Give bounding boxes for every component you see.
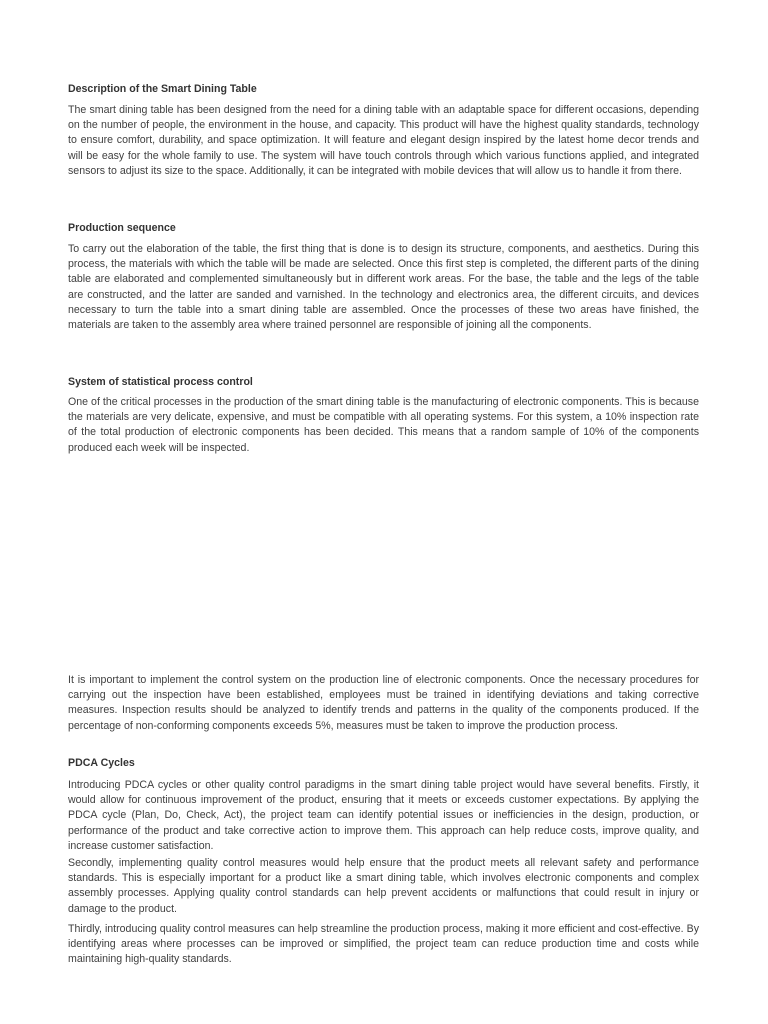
paragraph-description: The smart dining table has been designed from the need for a dining table with an adaptable space for different occasions, depending on the number of people, the environment in the house, and capacity. This product will have the highest quality standards, technology to ensure comfort, durability, and space optimization. It will feature and elegant design inspired by the latest home decor trends and will be easy for the whole family to use. The system will have touch controls through which various functions applied, and integrated sensors to adjust its size to the space. Additionally, it can be integrated with mobile devices that will allow us to handle it from there. xyxy=(68,104,699,177)
paragraph-pdca-3: Thirdly, introducing quality control measures can help streamline the production process, making it more efficient and cost-effective. By identifying areas where processes can be improved or simplified, the project team can reduce production time and costs while maintaining high-quality standards. xyxy=(68,923,699,966)
paragraph-production-sequence: To carry out the elaboration of the table, the first thing that is done is to design its structure, components, and aesthetics. During this process, the materials with which the table will be made are selected. Once this first step is completed, the different parts of the dining table are elaborated and complemented simultaneously but in different work areas. For the base, the table and the legs of the table are constructed, and the latter are sanded and varnished. In the technology and electronics area, the different circuits, and devices necessary to turn the table into a smart dining table are assembled. Once the processes of these two areas have finished, the materials are taken to the assembly area where trained personnel are responsible of joining all the components. xyxy=(68,243,699,332)
paragraph-statistical-control-1: One of the critical processes in the production of the smart dining table is the manufacturing of electronic components. This is because the materials are very delicate, expensive, and must be compatible with all operating systems. For this system, a 10% inspection rate of the total production of electronic components has been decided. This means that a random sample of 10% of the components produced each week will be inspected. xyxy=(68,396,699,454)
paragraph-statistical-control-2: It is important to implement the control system on the production line of electronic components. Once the necessary procedures for carrying out the inspection have been established, employees must be trained in identifying deviations and taking corrective measures. Inspection results should be analyzed to identify trends and patterns in the quality of the components produced. If the percentage of non-conforming components exceeds 5%, measures must be taken to improve the production process. xyxy=(68,674,699,732)
section-heading-pdca: PDCA Cycles xyxy=(68,757,135,769)
section-heading-production-sequence: Production sequence xyxy=(68,222,176,234)
section-heading-description: Description of the Smart Dining Table xyxy=(68,83,257,95)
paragraph-pdca-2: Secondly, implementing quality control measures would help ensure that the product meets all relevant safety and performance standards. This is especially important for a product like a smart dining table, which involves electronic components and complex assembly processes. Applying quality control standards can help prevent accidents or malfunctions that could result in injury or damage to the product. xyxy=(68,857,699,915)
section-heading-statistical-control: System of statistical process control xyxy=(68,376,253,388)
paragraph-pdca-1: Introducing PDCA cycles or other quality control paradigms in the smart dining table project would have several benefits. Firstly, it would allow for continuous improvement of the product, ensuring that it meets or exceeds customer expectations. By applying the PDCA cycle (Plan, Do, Check, Act), the project team can identify potential issues or inefficiencies in the design, production, or performance of the product and take corrective action to improve them. This approach can help reduce costs, improve quality, and increase customer satisfaction. xyxy=(68,779,699,852)
